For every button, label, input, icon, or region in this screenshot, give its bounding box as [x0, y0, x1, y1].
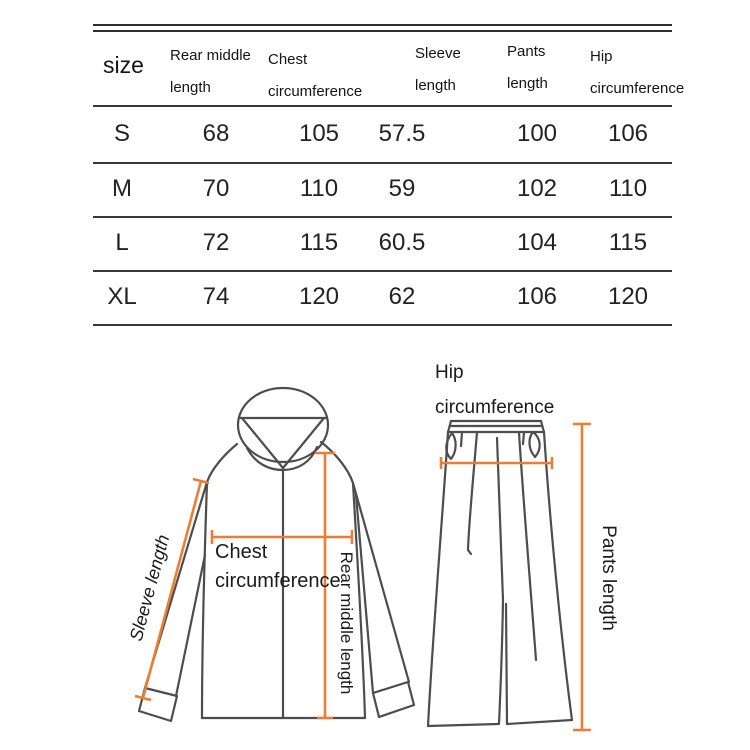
table-top-rule-outer [93, 24, 672, 26]
rear-middle-length-label: Rear middle length [337, 551, 356, 695]
pants-length-label: Pants length [598, 525, 619, 631]
cell-sleeve: 59 [388, 175, 416, 202]
pants-right-outer [544, 432, 572, 720]
cell-sleeve: 60.5 [378, 229, 426, 256]
garment-diagram [0, 330, 750, 750]
header-line: length [415, 77, 456, 94]
cell-size: S [113, 119, 130, 147]
right-leg-hem [507, 720, 572, 724]
table-row-m [0, 162, 750, 216]
body-left-edge [202, 482, 207, 718]
pants-drawing [428, 421, 572, 726]
cell-rear-middle: 70 [202, 175, 230, 202]
cell-chest: 115 [299, 229, 339, 256]
cell-sleeve: 62 [388, 283, 416, 310]
header-line: circumference [268, 83, 363, 100]
header-line: circumference [590, 80, 685, 97]
cell-hip: 110 [608, 175, 648, 202]
header-line: length [170, 79, 211, 96]
column-header-size: size [103, 52, 144, 78]
sleeve-length-label: Sleeve length [125, 532, 174, 644]
row-rule-4 [93, 324, 672, 326]
cell-size: M [112, 175, 132, 202]
left-leg-hem [428, 724, 498, 726]
right-leg-inner [506, 604, 507, 724]
belt-loops [461, 432, 524, 446]
chest-label-line1: Chest [215, 541, 268, 563]
hip-circumference-line [441, 457, 552, 469]
pants-length-line [573, 424, 591, 730]
garment-diagram-svg [0, 330, 750, 750]
cell-rear-middle: 74 [202, 283, 230, 310]
cell-chest: 120 [298, 283, 340, 310]
column-header-hip [590, 41, 684, 105]
table-row-xl [0, 270, 750, 324]
cell-pants: 102 [516, 175, 558, 202]
cell-sleeve: 57.5 [378, 119, 426, 147]
cell-hip: 106 [607, 119, 649, 147]
header-line: Hip [590, 48, 613, 65]
table-top-rule-inner [93, 30, 672, 32]
cell-pants: 104 [516, 229, 558, 256]
right-crease [519, 433, 536, 660]
column-header-chest [268, 44, 362, 108]
header-line: Rear middle [170, 47, 251, 64]
table-row-l [0, 216, 750, 270]
pants-left-outer [428, 432, 448, 726]
table-row-s [0, 105, 750, 162]
cell-chest: 105 [298, 119, 340, 147]
cell-size: XL [107, 283, 137, 310]
cell-rear-middle: 72 [202, 229, 230, 256]
chest-label-line2: circumference [215, 570, 341, 592]
left-crease [468, 432, 477, 554]
cell-rear-middle: 68 [202, 119, 230, 147]
cell-size: L [115, 229, 129, 256]
column-header-sleeve [415, 38, 461, 102]
header-line: Pants [507, 43, 546, 60]
waistband [448, 421, 544, 432]
header-line: Chest [268, 51, 308, 68]
cell-hip: 115 [608, 229, 648, 256]
cell-chest: 110 [299, 175, 339, 202]
right-cuff [373, 682, 414, 717]
hood-v-lines [242, 418, 324, 468]
right-pocket [529, 432, 539, 457]
left-sleeve-inner [176, 555, 205, 696]
header-line: Sleeve [415, 45, 461, 62]
column-header-pants [507, 36, 548, 100]
cell-pants: 106 [516, 283, 558, 310]
header-line: length [507, 75, 548, 92]
left-shoulder [207, 444, 237, 482]
cell-hip: 120 [607, 283, 649, 310]
hip-label-line2: circumference [435, 397, 555, 418]
left-leg-inner [499, 600, 503, 724]
hip-label-line1: Hip [435, 362, 464, 383]
column-header-rear-middle [170, 40, 251, 104]
cell-pants: 100 [516, 119, 558, 147]
